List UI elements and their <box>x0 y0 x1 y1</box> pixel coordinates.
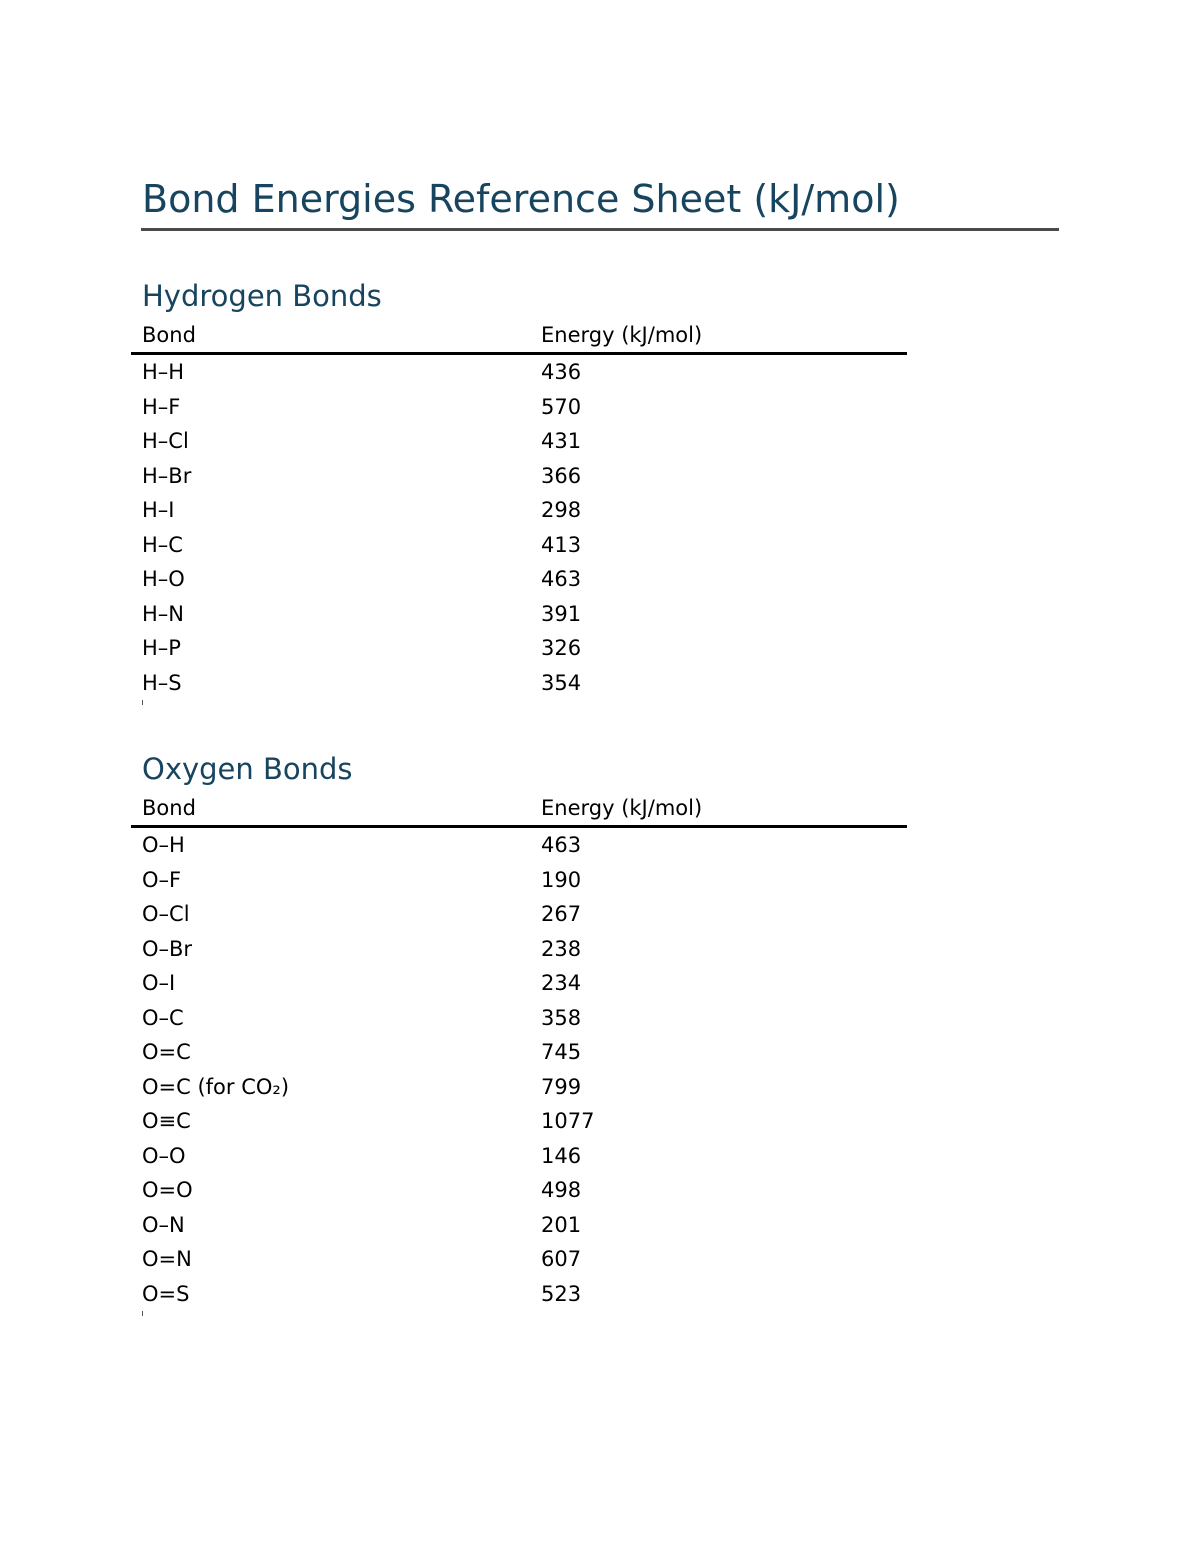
bond-table <box>131 318 907 700</box>
bond-cell: H–C <box>142 532 183 557</box>
bond-cell: H–Br <box>142 463 192 488</box>
energy-cell: 190 <box>541 867 582 892</box>
table-row <box>131 424 907 459</box>
bond-cell: O–H <box>142 833 185 858</box>
column-header-energy: Energy (kJ/mol) <box>530 318 907 354</box>
table-row <box>131 863 907 898</box>
section-end-mark <box>142 1311 143 1316</box>
page-title: Bond Energies Reference Sheet (kJ/mol) <box>142 177 900 221</box>
energy-cell: 463 <box>541 833 582 858</box>
table-row <box>131 1139 907 1174</box>
table-body <box>131 827 907 1312</box>
bond-cell: O–Br <box>142 936 193 961</box>
table-row <box>131 1173 907 1208</box>
energy-cell: 146 <box>541 1143 582 1168</box>
table-header-row <box>131 791 907 827</box>
bond-cell: O–N <box>142 1212 185 1237</box>
table-row <box>131 493 907 528</box>
table-row <box>131 1001 907 1036</box>
section-end-mark <box>142 700 143 705</box>
table-row <box>131 1104 907 1139</box>
table-row <box>131 562 907 597</box>
bond-cell: O≡C <box>142 1109 191 1134</box>
table-row <box>131 827 907 863</box>
energy-cell: 391 <box>541 601 582 626</box>
energy-cell: 238 <box>541 936 582 961</box>
bond-cell: H–O <box>142 567 185 592</box>
bond-cell: O=S <box>142 1281 190 1306</box>
table-row <box>131 966 907 1001</box>
energy-cell: 1077 <box>541 1109 595 1134</box>
column-header-energy: Energy (kJ/mol) <box>530 791 907 827</box>
bond-cell: O–F <box>142 867 182 892</box>
table-row <box>131 932 907 967</box>
bond-cell: H–Cl <box>142 429 189 454</box>
energy-cell: 799 <box>541 1074 582 1099</box>
table-row <box>131 1208 907 1243</box>
energy-cell: 498 <box>541 1178 582 1203</box>
table-row <box>131 459 907 494</box>
energy-cell: 436 <box>541 360 582 385</box>
table-row <box>131 1070 907 1105</box>
bond-cell: O=N <box>142 1247 192 1272</box>
section-heading: Hydrogen Bonds <box>142 279 382 313</box>
bond-cell: H–I <box>142 498 175 523</box>
table-body <box>131 354 907 701</box>
energy-cell: 234 <box>541 971 582 996</box>
bond-cell: H–H <box>142 360 185 385</box>
table-row <box>131 1277 907 1312</box>
energy-cell: 570 <box>541 394 582 419</box>
column-header-bond: Bond <box>131 318 530 354</box>
table-row <box>131 354 907 390</box>
table-row <box>131 528 907 563</box>
bond-cell: H–N <box>142 601 184 626</box>
energy-cell: 523 <box>541 1281 582 1306</box>
energy-cell: 326 <box>541 636 582 661</box>
energy-cell: 366 <box>541 463 582 488</box>
bond-cell: O=O <box>142 1178 193 1203</box>
table-row <box>131 1035 907 1070</box>
bond-cell: O–C <box>142 1005 184 1030</box>
bond-cell: O–Cl <box>142 902 190 927</box>
bond-cell: H–S <box>142 670 182 695</box>
energy-cell: 298 <box>541 498 582 523</box>
section-heading: Oxygen Bonds <box>142 752 353 786</box>
table-row <box>131 1242 907 1277</box>
table-header-row <box>131 318 907 354</box>
energy-cell: 358 <box>541 1005 582 1030</box>
table-row <box>131 666 907 701</box>
bond-cell: H–P <box>142 636 181 661</box>
energy-cell: 607 <box>541 1247 582 1272</box>
bond-cell: O=C (for CO₂) <box>142 1074 290 1099</box>
bond-cell: O=C <box>142 1040 191 1065</box>
table-row <box>131 631 907 666</box>
bond-cell: O–I <box>142 971 176 996</box>
energy-cell: 267 <box>541 902 582 927</box>
bond-table <box>131 791 907 1311</box>
energy-cell: 463 <box>541 567 582 592</box>
column-header-bond: Bond <box>131 791 530 827</box>
bond-cell: O–O <box>142 1143 186 1168</box>
title-divider <box>141 228 1059 231</box>
energy-cell: 431 <box>541 429 582 454</box>
energy-cell: 354 <box>541 670 582 695</box>
energy-cell: 201 <box>541 1212 582 1237</box>
table-row <box>131 390 907 425</box>
table-row <box>131 897 907 932</box>
bond-cell: H–F <box>142 394 181 419</box>
energy-cell: 413 <box>541 532 582 557</box>
table-row <box>131 597 907 632</box>
energy-cell: 745 <box>541 1040 582 1065</box>
